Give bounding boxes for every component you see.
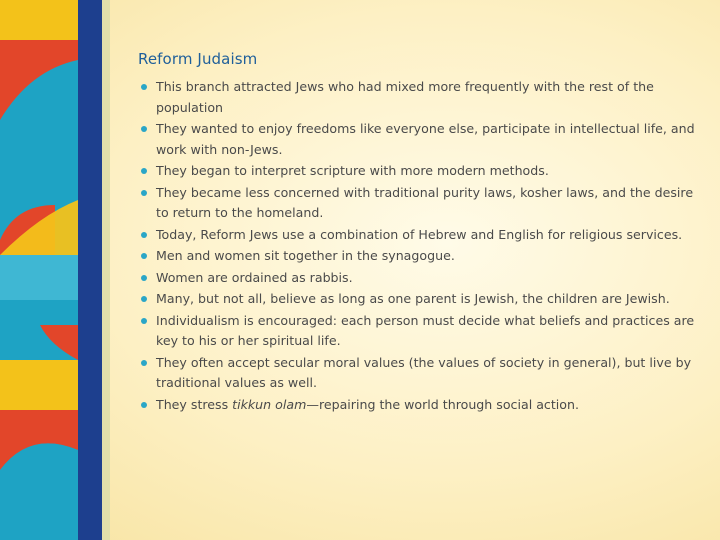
bullet-dot-icon [141,84,147,90]
list-item [136,311,696,352]
bullet-dot-icon [141,296,147,302]
bullet-dot-icon [141,360,147,366]
list-item [136,395,696,416]
bullet-text: They began to interpret scripture with more modern methods. [156,163,549,178]
list-item [136,289,696,310]
decorative-side-panel [0,0,110,540]
bullet-dot-icon [141,168,147,174]
bullet-text: They became less concerned with traditional purity laws, kosher laws, and the desire to return to the homeland. [156,184,694,220]
bullet-text: They often accept secular moral values (the values of society in general), but live by traditional values as well. [156,354,692,390]
bullet-text: Individualism is encouraged: each person must decide what beliefs and practices are key to his or her spiritual life. [156,312,695,348]
bullet-dot-icon [141,232,147,238]
bullet-text-start: They stress [156,396,233,412]
bullet-dot-icon [141,318,147,324]
bullet-text: Men and women sit together in the synagogue. [156,248,455,263]
bullet-list [136,77,696,416]
list-item [136,268,696,289]
list-item [136,353,696,394]
bullet-dot-icon [141,275,147,281]
bullet-text: This branch attracted Jews who had mixed more frequently with the rest of the population [156,79,654,115]
bullet-dot-icon [141,190,147,196]
list-item [136,161,696,182]
bullet-text-emphasis: tikkun olam [232,396,307,412]
list-item [136,246,696,267]
decorative-shapes [0,0,110,540]
bullet-text: Women are ordained as rabbis. [156,269,353,285]
bullet-dot-icon [141,126,147,132]
list-item [136,183,696,224]
bullet-text-end: —repairing the world through social action. [306,396,579,412]
bullet-text: Today, Reform Jews use a combination of Hebrew and English for religious services. [156,226,683,242]
bullet-text: They wanted to enjoy freedoms like everyone else, participate in intellectual life, and work with non-Jews. [156,121,695,157]
bullet-dot-icon [141,253,147,259]
list-item [136,225,696,246]
list-item [136,119,696,160]
bullet-dot-icon [141,402,147,408]
slide-title: Reform Judaism [138,50,258,68]
bullet-text: Many, but not all, believe as long as one parent is Jewish, the children are Jewish. [156,291,670,306]
list-item [136,77,696,118]
